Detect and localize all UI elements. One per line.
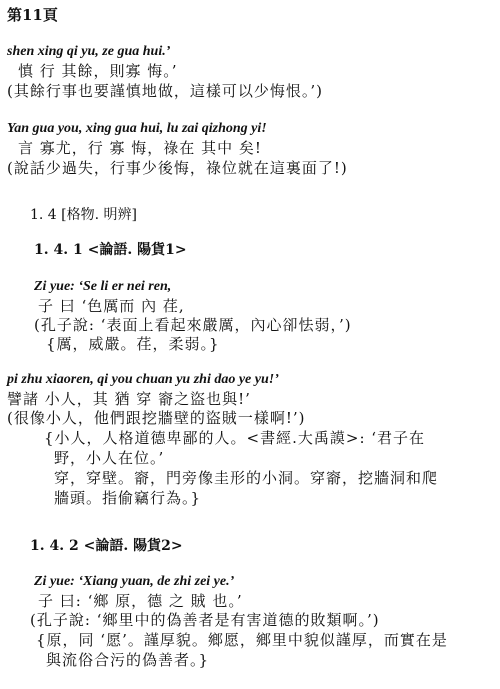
pinyin-line: Zi yue: ‘Xiang yuan, de zhi zei ye.’ — [34, 574, 235, 589]
section-heading: 1. 4. 1 <論語. 陽貨1> — [34, 242, 187, 258]
translation-line: (孔子說: ‘表面上看起來嚴厲，內心卻怯弱，’) — [34, 316, 352, 334]
note-line: 與流俗合污的偽善者。} — [46, 651, 210, 669]
note-line: 牆頭。指偷竊行為。} — [54, 489, 202, 507]
translation-line: (其餘行事也要謹慎地做，這樣可以少悔恨。’) — [7, 82, 323, 100]
chinese-line: 譬諸 小人，其 猶 穿 窬之盜也與!’ — [7, 390, 251, 408]
note-line: 穿，穿壁。窬，門旁像圭形的小洞。穿窬，挖牆洞和爬 — [54, 469, 439, 487]
chinese-line: 子 曰 ‘色厲而 內 荏, — [38, 297, 185, 315]
section-heading: 1. 4 [格物. 明辨] — [30, 207, 137, 223]
note-line: {厲，威嚴。荏，柔弱。} — [46, 335, 220, 353]
pinyin-line: shen xing qi yu, ze gua hui.’ — [7, 44, 171, 59]
pinyin-line: pi zhu xiaoren, qi you chuan yu zhi dao ye yu!’ — [7, 372, 279, 387]
translation-line: (很像小人，他們跟挖牆壁的盜賊一樣啊!’) — [7, 409, 306, 427]
note-line: 野，小人在位。’ — [54, 449, 165, 467]
note-line: {小人，人格道德卑鄙的人。<書經.大禹謨>: ‘君子在 — [44, 429, 426, 447]
chinese-line: 子 曰: ‘鄉 原，德 之 賊 也。’ — [38, 592, 243, 610]
pinyin-line: Yan gua you, xing gua hui, lu zai qizhong yi! — [7, 121, 267, 136]
section-heading: 1. 4. 2 <論語. 陽貨2> — [30, 538, 183, 554]
chinese-line: 言 寡尤，行 寡 悔，祿在 其中 矣! — [18, 139, 262, 157]
translation-line: (說話少過失，行事少後悔，祿位就在這裏面了!) — [7, 159, 348, 177]
chinese-line: 慎 行 其餘，則寡 悔。’ — [18, 62, 178, 80]
page-label: 第11頁 — [7, 6, 58, 24]
pinyin-line: Zi yue: ‘Se li er nei ren, — [34, 279, 172, 294]
translation-line: (孔子說: ‘鄉里中的偽善者是有害道德的敗類啊。’) — [30, 611, 380, 629]
note-line: {原，同 ‘愿’。謹厚貌。鄉愿，鄉里中貌似謹厚，而實在是 — [36, 631, 448, 649]
